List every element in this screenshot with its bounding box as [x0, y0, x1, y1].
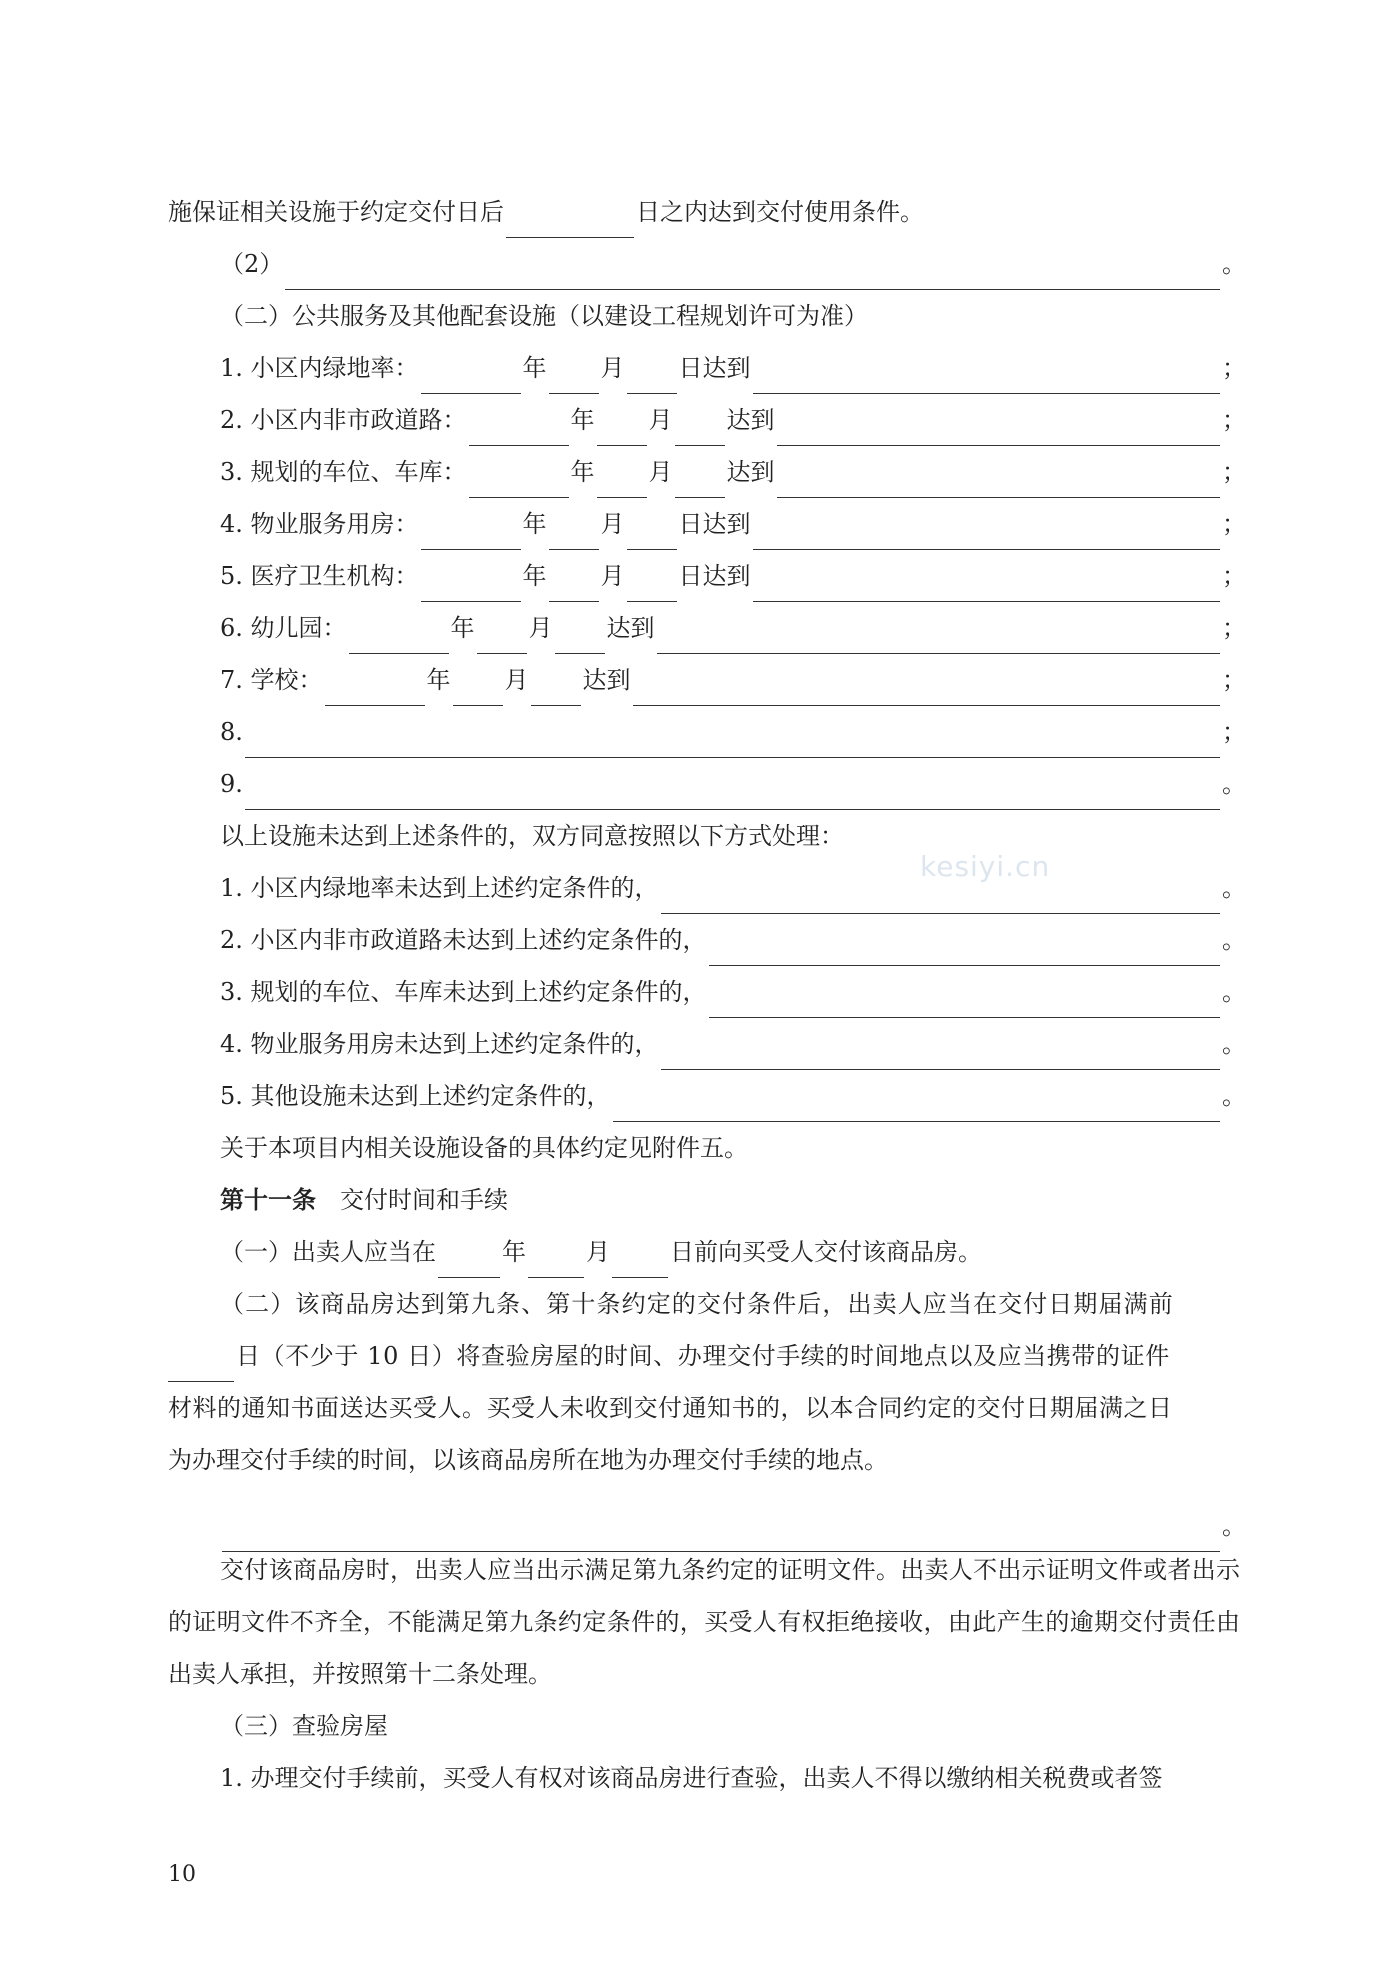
text: 为办理交付手续的时间，以该商品房所在地为办理交付手续的地点。 — [168, 1446, 888, 1474]
fill-blank-standard[interactable] — [777, 459, 1220, 498]
unit-month: 月 — [600, 510, 625, 538]
fill-blank-year[interactable] — [421, 511, 521, 550]
unit-month: 月 — [528, 614, 553, 642]
unit-day: 达到 — [582, 666, 631, 694]
unit-month: 月 — [648, 406, 673, 434]
fill-blank-days[interactable] — [168, 1343, 234, 1382]
facility-row — [220, 654, 1246, 706]
proof-paragraph: 交付该商品房时，出卖人应当出示满足第九条约定的证明文件。出卖人不出示证明文件或者出示的证明文件不齐全，不能满足第九条约定条件的，买受人有权拒绝接收，由此产生的逾期交付责任由出卖人承担，并按照第十二条处理。 — [168, 1556, 1240, 1688]
facility-label: 1. 小区内绿地率： — [220, 354, 419, 382]
punct: 。 — [1222, 1030, 1246, 1058]
facility-label: 3. 规划的车位、车库： — [220, 458, 467, 486]
handling-label: 5. 其他设施未达到上述约定条件的， — [220, 1082, 611, 1110]
facility-row — [220, 550, 1246, 602]
text: 施保证相关设施于约定交付日后 — [168, 198, 504, 226]
heading-text: （三）查验房屋 — [220, 1712, 388, 1740]
line-item-2 — [220, 238, 1246, 290]
fill-blank-month[interactable] — [477, 615, 527, 654]
fill-blank-days[interactable] — [506, 199, 634, 238]
punct: 。 — [1222, 770, 1246, 798]
punct: 。 — [1222, 1512, 1246, 1540]
facility-label: 7. 学校： — [220, 666, 323, 694]
fill-blank-standard[interactable] — [633, 667, 1220, 706]
fill-blank-standard[interactable] — [753, 563, 1220, 602]
unit-year: 年 — [450, 614, 475, 642]
delivery-date-line — [220, 1226, 1240, 1278]
fill-blank-month[interactable] — [597, 459, 647, 498]
text: 日（不少于 10 日）将查验房屋的时间、办理交付手续的时间地点以及应当携带的证件 — [236, 1342, 1170, 1370]
punct: 。 — [1222, 978, 1246, 1006]
handling-row — [220, 1070, 1246, 1122]
unit-month: 月 — [600, 562, 625, 590]
punct: ； — [1222, 406, 1246, 434]
fill-blank-year[interactable] — [469, 407, 569, 446]
facility-label: 5. 医疗卫生机构： — [220, 562, 419, 590]
line-facility-deadline — [168, 186, 1240, 238]
text: 材料的通知书面送达买受人。买受人未收到交付通知书的，以本合同约定的交付日期届满之日 — [168, 1394, 1173, 1422]
article-title: 交付时间和手续 — [340, 1186, 508, 1214]
unit-year: 年 — [502, 1238, 526, 1266]
unit-day: 达到 — [726, 406, 775, 434]
punct: 。 — [1222, 926, 1246, 954]
text: 以上设施未达到上述条件的，双方同意按照以下方式处理： — [220, 822, 844, 850]
fill-blank[interactable] — [245, 719, 1220, 758]
section-heading-2 — [220, 290, 1240, 342]
facility-row — [220, 342, 1246, 394]
fill-blank-year[interactable] — [421, 355, 521, 394]
fill-blank-day[interactable] — [531, 667, 581, 706]
fill-blank-month[interactable] — [597, 407, 647, 446]
punct: 。 — [1222, 1082, 1246, 1110]
fill-blank-month[interactable] — [453, 667, 503, 706]
punct: 。 — [1222, 874, 1246, 902]
fill-blank-day[interactable] — [627, 355, 677, 394]
delivery-notice-line — [168, 1434, 1240, 1486]
fill-blank[interactable] — [661, 1031, 1220, 1070]
fill-blank-standard[interactable] — [753, 355, 1220, 394]
punct: ； — [1222, 562, 1246, 590]
punct: ； — [1222, 718, 1246, 746]
fill-blank-standard[interactable] — [777, 407, 1220, 446]
handling-label: 3. 规划的车位、车库未达到上述约定条件的， — [220, 978, 707, 1006]
unit-day: 达到 — [606, 614, 655, 642]
text: （一）出卖人应当在 — [220, 1238, 436, 1266]
punct: 。 — [1222, 250, 1246, 278]
punct: ； — [1222, 614, 1246, 642]
item-label: 8. — [220, 718, 243, 746]
fill-blank-month[interactable] — [549, 355, 599, 394]
punct: ； — [1222, 458, 1246, 486]
facility-row — [220, 446, 1246, 498]
item-label: （2） — [220, 250, 284, 278]
fill-blank[interactable] — [709, 927, 1220, 966]
section-heading-3 — [220, 1700, 1240, 1752]
fill-blank[interactable] — [285, 251, 1220, 290]
punct: ； — [1222, 354, 1246, 382]
fill-blank-year[interactable] — [349, 615, 449, 654]
fill-blank-year[interactable] — [469, 459, 569, 498]
annex-note — [220, 1122, 1240, 1174]
unit-year: 年 — [522, 510, 547, 538]
unit-month: 月 — [504, 666, 529, 694]
fill-blank-day[interactable] — [555, 615, 605, 654]
unit-year: 年 — [522, 354, 547, 382]
handling-row — [220, 966, 1246, 1018]
unit-year: 年 — [570, 458, 595, 486]
delivery-notice-line — [220, 1278, 1240, 1330]
text: 日之内达到交付使用条件。 — [636, 198, 924, 226]
facility-label: 4. 物业服务用房： — [220, 510, 419, 538]
article-number: 第十一条 — [220, 1185, 316, 1214]
punct: ； — [1222, 510, 1246, 538]
item-label: 9. — [220, 770, 243, 798]
text: （二）该商品房达到第九条、第十条约定的交付条件后，出卖人应当在交付日期届满前 — [220, 1290, 1174, 1318]
unit-month: 月 — [600, 354, 625, 382]
unit-month: 月 — [586, 1238, 610, 1266]
handling-label: 2. 小区内非市政道路未达到上述约定条件的， — [220, 926, 707, 954]
punct: ； — [1222, 666, 1246, 694]
handling-label: 4. 物业服务用房未达到上述约定条件的， — [220, 1030, 659, 1058]
unit-year: 年 — [522, 562, 547, 590]
fill-blank[interactable] — [613, 1083, 1220, 1122]
fill-blank[interactable] — [709, 979, 1220, 1018]
fill-blank-day[interactable] — [627, 511, 677, 550]
unit-day: 日达到 — [678, 510, 751, 538]
handling-row — [220, 1018, 1246, 1070]
line-item-9 — [220, 758, 1246, 810]
fill-blank-month[interactable] — [528, 1239, 584, 1278]
inspection-line — [220, 1752, 1240, 1804]
fill-blank-day[interactable] — [627, 563, 677, 602]
delivery-notice-line — [168, 1382, 1240, 1434]
unit-day: 日达到 — [678, 562, 751, 590]
facility-row — [220, 602, 1246, 654]
text: 日前向买受人交付该商品房。 — [670, 1238, 982, 1266]
fill-blank-day[interactable] — [612, 1239, 668, 1278]
article-heading — [220, 1174, 1240, 1226]
handling-intro — [220, 810, 1240, 862]
unit-day: 达到 — [726, 458, 775, 486]
handling-row — [220, 914, 1246, 966]
fill-blank-standard[interactable] — [657, 615, 1220, 654]
facility-label: 6. 幼儿园： — [220, 614, 347, 642]
unit-day: 日达到 — [678, 354, 751, 382]
heading-text: （二）公共服务及其他配套设施（以建设工程规划许可为准） — [220, 302, 868, 330]
handling-row — [220, 862, 1246, 914]
fill-blank-year[interactable] — [421, 563, 521, 602]
fill-blank-month[interactable] — [549, 511, 599, 550]
unit-month: 月 — [648, 458, 673, 486]
fill-blank-month[interactable] — [549, 563, 599, 602]
unit-year: 年 — [570, 406, 595, 434]
facility-row — [220, 394, 1246, 446]
fill-blank-year[interactable] — [325, 667, 425, 706]
delivery-notice-line — [168, 1330, 1240, 1382]
fill-blank[interactable] — [245, 771, 1220, 810]
text: 1. 办理交付手续前，买受人有权对该商品房进行查验，出卖人不得以缴纳相关税费或者签 — [220, 1764, 1163, 1792]
fill-blank-day[interactable] — [675, 407, 725, 446]
line-item-8 — [220, 706, 1246, 758]
facility-row — [220, 498, 1246, 550]
fill-blank-day[interactable] — [675, 459, 725, 498]
text: 关于本项目内相关设施设备的具体约定见附件五。 — [220, 1134, 748, 1162]
fill-blank-standard[interactable] — [753, 511, 1220, 550]
handling-label: 1. 小区内绿地率未达到上述约定条件的， — [220, 874, 659, 902]
facility-label: 2. 小区内非市政道路： — [220, 406, 467, 434]
unit-year: 年 — [426, 666, 451, 694]
fill-blank-year[interactable] — [438, 1239, 500, 1278]
page-number: 10 — [168, 1862, 196, 1887]
watermark: kesiyi.cn — [920, 850, 1051, 883]
